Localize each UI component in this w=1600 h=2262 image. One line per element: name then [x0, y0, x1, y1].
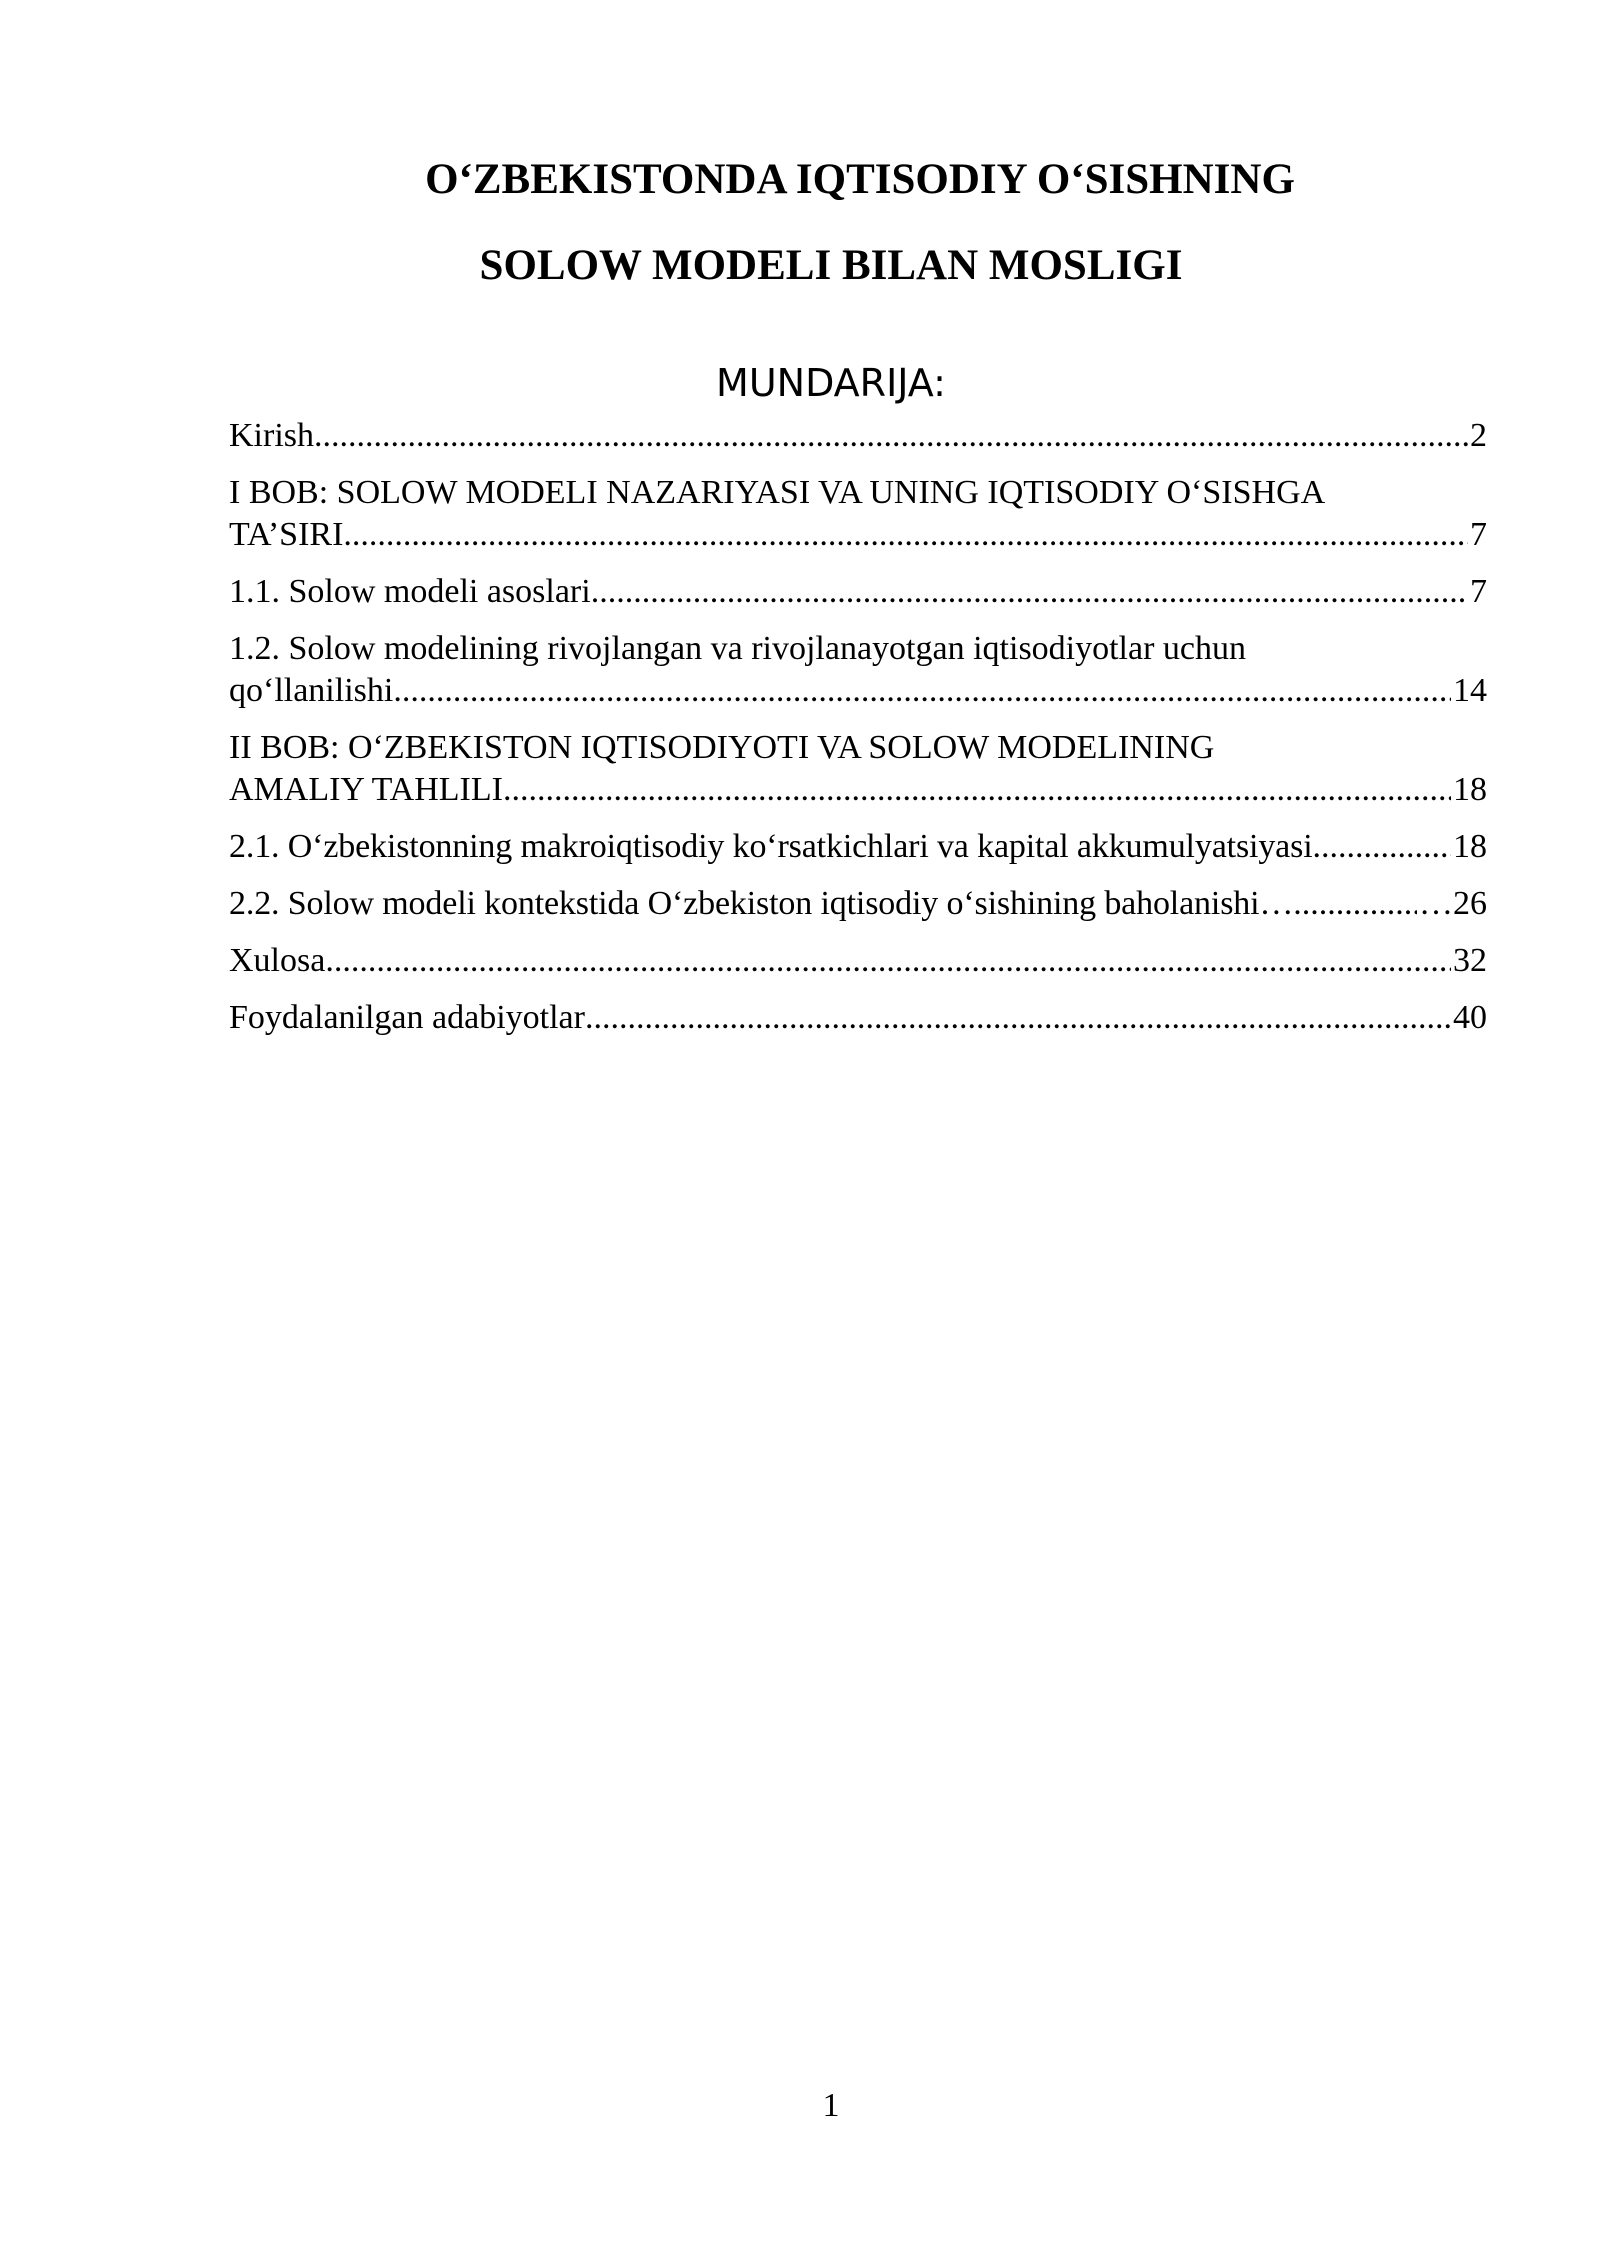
toc-heading: MUNDARIJA: — [716, 361, 946, 405]
document-title-line-2: SOLOW MODELI BILAN MOSLIGI — [479, 242, 1183, 289]
toc-entry-xulosa[interactable] — [229, 940, 1487, 982]
toc-entry-title: 2.1. O‘zbekistonning makroiqtisodiy ko‘rsatkichlari va kapital akkumulyatsiyasi — [229, 828, 1313, 865]
toc-entry-kirish[interactable] — [229, 415, 1487, 457]
toc-entry-section-2-1[interactable] — [229, 826, 1487, 868]
toc-leader-dots — [343, 514, 1468, 556]
toc-leader-dots — [1313, 826, 1452, 868]
toc-entry-title: 1.1. Solow modeli asoslari — [229, 573, 591, 610]
toc-page-number: 18 — [1453, 771, 1487, 808]
toc-page-number: …26 — [1419, 885, 1487, 922]
toc-entry-title-line-1: II BOB: O‘ZBEKISTON IQTISODIYOTI VA SOLOW MODELINING — [229, 729, 1215, 766]
toc-leader-dots — [393, 670, 1451, 712]
toc-page-number: 7 — [1470, 516, 1487, 553]
toc-entry-section-2-2[interactable] — [229, 883, 1487, 925]
toc-page-number: 32 — [1453, 942, 1487, 979]
toc-entry-title: AMALIY TAHLILI — [229, 771, 503, 808]
toc-entry-title: Foydalanilgan adabiyotlar — [229, 999, 585, 1036]
toc-entry-references[interactable] — [229, 997, 1487, 1039]
toc-entry-section-1-2[interactable] — [229, 628, 1487, 712]
toc-entry-title: TA’SIRI — [229, 516, 344, 553]
toc-page-number: 40 — [1453, 999, 1487, 1036]
toc-leader-dots — [585, 997, 1451, 1039]
toc-page-number: 7 — [1470, 573, 1487, 610]
toc-entry-section-1-1[interactable] — [229, 571, 1487, 613]
toc-leader-dots — [325, 940, 1451, 982]
document-title-line-1: O‘ZBEKISTONDA IQTISODIY O‘SISHNING — [425, 156, 1295, 203]
toc-leader-dots — [591, 571, 1468, 613]
toc-leader-dots — [1293, 883, 1417, 925]
toc-entry-title-line-1: I BOB: SOLOW MODELI NAZARIYASI VA UNING IQTISODIY O‘SISHGA — [229, 474, 1326, 511]
toc-entry-title: 2.2. Solow modeli kontekstida O‘zbekiston iqtisodiy o‘sishining baholanishi… — [229, 885, 1294, 922]
toc-leader-dots — [503, 769, 1451, 811]
toc-entry-title: Xulosa — [229, 942, 326, 979]
footer-page-number: 1 — [822, 2087, 840, 2124]
toc-leader-dots — [314, 415, 1468, 457]
toc-entry-title: qo‘llanilishi — [229, 672, 394, 709]
toc-page-number: 14 — [1453, 672, 1487, 709]
toc-entry-chapter-1[interactable] — [229, 472, 1487, 556]
toc-entry-title-line-1: 1.2. Solow modelining rivojlangan va rivojlanayotgan iqtisodiyotlar uchun — [229, 630, 1247, 667]
table-of-contents — [229, 415, 1487, 1054]
toc-entry-title: Kirish — [229, 417, 314, 454]
toc-page-number: 18 — [1453, 828, 1487, 865]
toc-page-number: 2 — [1470, 417, 1487, 454]
toc-entry-chapter-2[interactable] — [229, 727, 1487, 811]
